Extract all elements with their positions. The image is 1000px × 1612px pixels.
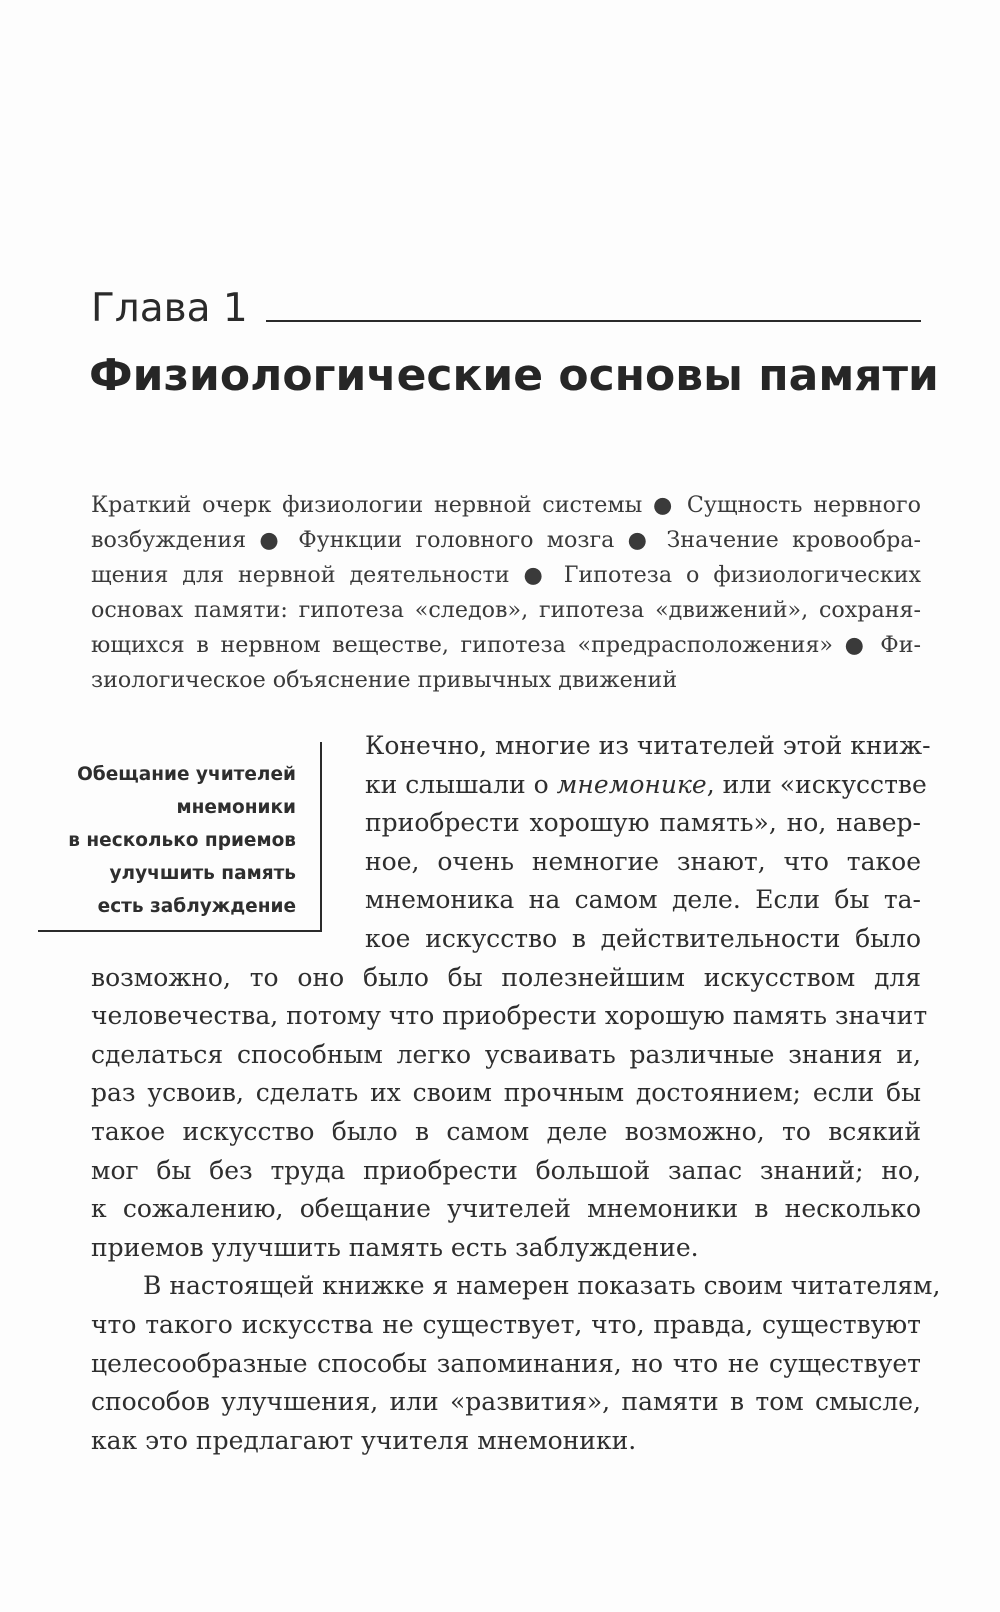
body-line: мнемоника на самом деле. Если бы та-	[365, 885, 921, 915]
paragraph-2	[91, 1267, 941, 1460]
paragraph-1	[91, 727, 931, 1267]
margin-note-line: Обещание учителей	[77, 764, 296, 785]
body-text-run: ки слышали о	[365, 769, 557, 799]
summary-line: основах памяти: гипотеза «следов», гипотеза «движений», сохраня-	[91, 597, 921, 623]
body-line: В настоящей книжке я намерен показать своим читателям,	[143, 1271, 941, 1301]
body-line: к сожалению, обещание учителей мнемоники в несколько	[91, 1194, 921, 1224]
body-line: мог бы без труда приобрести большой запас знаний; но,	[91, 1155, 921, 1185]
margin-note-line: улучшить память	[109, 863, 296, 884]
summary-line: возбуждения ● Функции головного мозга ● Значение кровообра-	[91, 527, 921, 553]
chapter-rule	[266, 320, 921, 322]
body-line: приемов улучшить память есть заблуждение.	[91, 1232, 699, 1262]
body-text	[91, 727, 941, 1460]
summary-line: Краткий очерк физиологии нервной системы ● Сущность нервного	[91, 492, 921, 518]
chapter-heading-row	[91, 278, 921, 331]
chapter-title: Физиологические основы памяти	[89, 350, 939, 401]
summary-line: ющихся в нервном веществе, гипотеза «предрасположения» ● Фи-	[91, 632, 921, 658]
body-line: раз усвоив, сделать их своим прочным достоянием; если бы	[91, 1078, 921, 1108]
body-line: целесообразные способы запоминания, но что не существует	[91, 1348, 921, 1378]
body-line: что такого искусства не существует, что, правда, существуют	[91, 1309, 921, 1339]
body-line	[365, 766, 927, 805]
margin-note-line: мнемоники	[176, 797, 296, 818]
body-line: такое искусство было в самом деле возможно, то всякий	[91, 1116, 921, 1146]
body-line: Конечно, многие из читателей этой книж-	[365, 731, 931, 760]
body-line: способов улучшения, или «развития», памяти в том смысле,	[91, 1387, 921, 1417]
margin-note-line: есть заблуждение	[97, 896, 296, 917]
summary-line: зиологическое объяснение привычных движений	[91, 667, 678, 693]
body-line: сделаться способным легко усваивать различные знания и,	[91, 1039, 921, 1069]
body-line: кое искусство в действительности было	[365, 923, 921, 953]
chapter-summary	[91, 488, 921, 698]
body-line: как это предлагают учителя мнемоники.	[91, 1425, 637, 1455]
margin-note-line: в несколько приемов	[68, 830, 296, 851]
body-line: возможно, то оно было бы полезнейшим искусством для	[91, 962, 921, 992]
body-text-run: , или «искусстве	[706, 769, 927, 799]
body-line: ное, очень немногие знают, что такое	[365, 846, 921, 876]
summary-line: щения для нервной деятельности ● Гипотеза о физиологических	[91, 562, 921, 588]
body-line: приобрести хорошую память», но, навер-	[365, 808, 921, 838]
chapter-label: Глава 1	[91, 286, 248, 331]
body-line: человечества, потому что приобрести хорошую память значит	[91, 1001, 928, 1031]
emphasis-term: мнемонике	[556, 769, 707, 799]
